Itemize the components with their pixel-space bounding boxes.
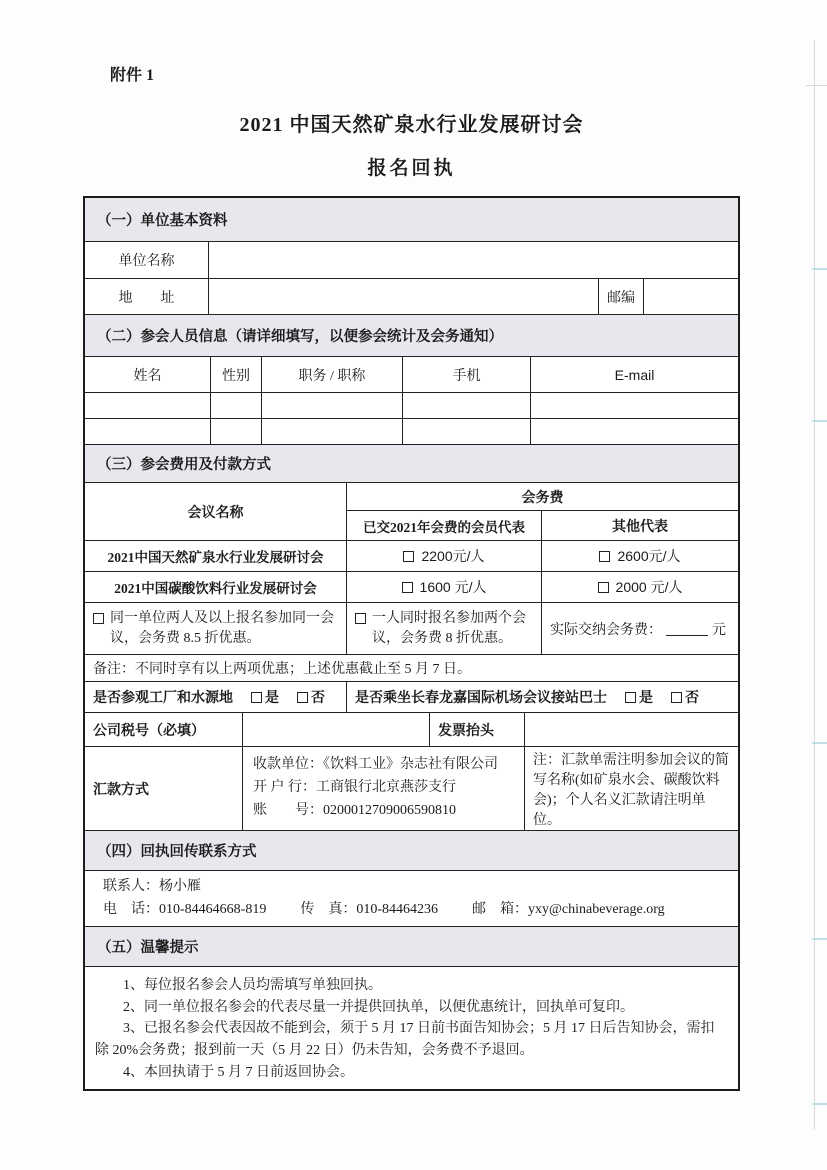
- section4-header: （四）回执回传联系方式: [85, 831, 738, 871]
- scan-mark-blue-4: [812, 938, 827, 940]
- checkbox-discount-same-unit[interactable]: [93, 613, 104, 624]
- contact-fax: 传 真：010-84464236: [300, 901, 438, 917]
- personnel-mobile-field-1[interactable]: [403, 393, 531, 418]
- remittance-row: [85, 747, 738, 831]
- scan-edge-line: [814, 40, 815, 1130]
- fee-mineral-member-label: 2200元/人: [421, 548, 485, 564]
- fee-option-carbonated-other: [542, 572, 738, 602]
- fee-row-carbonated: [85, 572, 738, 603]
- col-header-name: 姓名: [85, 357, 211, 392]
- remittance-note: 注：汇款单需注明参加会议的简写名称(如矿泉水会、碳酸饮料会)；个人名义汇款请注明单位。: [533, 752, 729, 828]
- postcode-field[interactable]: [644, 279, 738, 314]
- visit-question-label: 是否参观工厂和水源地: [93, 691, 233, 706]
- tip-3: 3、已报名参会代表因故不能到会，须于 5 月 17 日前书面告知协会；5 月 17 日后告知协会，需扣除 20%会务费；报到前一天（5 月 22 日）仍未告知，会务费不予退回。: [95, 1021, 715, 1059]
- tips-list: [85, 967, 738, 1089]
- checkbox-visit-no[interactable]: [297, 692, 308, 703]
- checkbox-discount-two-conf[interactable]: [355, 613, 366, 624]
- fee-table-header: [85, 483, 738, 541]
- contact-person: 联系人：杨小雁: [103, 878, 201, 894]
- contact-info: [85, 871, 738, 926]
- checkbox-carbonated-other[interactable]: [598, 582, 609, 593]
- fee-col-header: 会务费: [347, 483, 738, 511]
- personnel-position-field-2[interactable]: [262, 419, 403, 444]
- fee-option-mineral-member: [347, 541, 542, 571]
- invoice-title-field[interactable]: [525, 713, 738, 746]
- tax-label: 公司税号（必填）: [85, 713, 243, 746]
- bus-question-cell: [347, 682, 738, 712]
- section5-header: （五）温馨提示: [85, 927, 738, 967]
- remark-row: [85, 655, 738, 682]
- visit-no-label: 否: [311, 691, 325, 706]
- personnel-gender-field-1[interactable]: [211, 393, 262, 418]
- col-header-mobile: 手机: [403, 357, 531, 392]
- bus-no-label: 否: [685, 691, 699, 706]
- checkbox-bus-no[interactable]: [671, 692, 682, 703]
- visit-yes-label: 是: [265, 691, 279, 706]
- tip-1: 1、每位报名参会人员均需填写单独回执。: [123, 978, 382, 993]
- remark-text: 备注：不同时享有以上两项优惠；上述优惠截止至 5 月 7 日。: [93, 662, 471, 677]
- address-field[interactable]: [209, 279, 599, 314]
- discount-same-unit-option: [85, 603, 347, 654]
- remittance-bank: 开 户 行：工商银行北京燕莎支行: [253, 780, 456, 796]
- personnel-position-field-1[interactable]: [262, 393, 403, 418]
- scan-mark-blue-1: [812, 268, 827, 270]
- personnel-row-1: [85, 393, 738, 419]
- personnel-row-2: [85, 419, 738, 445]
- remittance-account: 账 号：0200012709006590810: [253, 802, 456, 818]
- personnel-email-field-1[interactable]: [531, 393, 738, 418]
- actual-fee-unit: 元: [712, 622, 726, 638]
- checkbox-mineral-other[interactable]: [599, 551, 610, 562]
- registration-form-table: [83, 196, 740, 1091]
- address-row: [85, 279, 738, 315]
- fee-mineral-other-label: 2600元/人: [617, 548, 681, 564]
- personnel-mobile-field-2[interactable]: [403, 419, 531, 444]
- section2-header: （二）参会人员信息（请详细填写，以便参会统计及会务通知）: [85, 315, 738, 357]
- fee-option-carbonated-member: [347, 572, 542, 602]
- company-name-label: 单位名称: [85, 242, 209, 278]
- discount-two-conf-option: [347, 603, 542, 654]
- company-name-row: [85, 242, 738, 279]
- yes-no-row: [85, 682, 738, 713]
- conference-name-2: 2021中国碳酸饮料行业发展研讨会: [85, 572, 347, 602]
- remittance-bank-info: [243, 747, 525, 830]
- fee-row-mineral-water: [85, 541, 738, 572]
- fee-option-mineral-other: [542, 541, 738, 571]
- personnel-email-field-2[interactable]: [531, 419, 738, 444]
- actual-fee-label: 实际交纳会务费：: [550, 622, 662, 638]
- bus-question-label: 是否乘坐长春龙嘉国际机场会议接站巴士: [355, 691, 607, 706]
- scan-mark-blue-3: [812, 742, 827, 744]
- fee-other-col-header: 其他代表: [612, 519, 668, 535]
- contact-phone: 电 话：010-84464668-819: [103, 901, 267, 917]
- address-label: 地 址: [85, 279, 209, 314]
- scan-mark-blue-5: [812, 1103, 827, 1105]
- discount-same-unit-label: 同一单位两人及以上报名参加同一会议，会务费 8.5 折优惠。: [110, 611, 334, 647]
- actual-fee-field[interactable]: [666, 622, 708, 636]
- scan-mark-top: [806, 85, 827, 86]
- discount-row: [85, 603, 738, 655]
- checkbox-bus-yes[interactable]: [625, 692, 636, 703]
- fee-conference-col-header: 会议名称: [85, 483, 347, 540]
- postcode-label: 邮编: [599, 279, 644, 314]
- col-header-email: E-mail: [614, 366, 655, 383]
- personnel-gender-field-2[interactable]: [211, 419, 262, 444]
- attachment-label: 附件 1: [110, 67, 155, 84]
- fee-columns: [347, 483, 738, 540]
- discount-two-conf-label: 一人同时报名参加两个会议，会务费 8 折优惠。: [372, 611, 526, 647]
- contact-email: 邮 箱：yxy@chinabeverage.org: [472, 901, 665, 917]
- tax-field[interactable]: [243, 713, 430, 746]
- section1-header: （一）单位基本资料: [85, 198, 738, 242]
- tips-row: [85, 967, 738, 1089]
- checkbox-visit-yes[interactable]: [251, 692, 262, 703]
- personnel-name-field-1[interactable]: [85, 393, 211, 418]
- section3-header: （三）参会费用及付款方式: [85, 445, 738, 483]
- conference-name-1: 2021中国天然矿泉水行业发展研讨会: [85, 541, 347, 571]
- document-title: 2021 中国天然矿泉水行业发展研讨会: [239, 114, 584, 136]
- contact-row: [85, 871, 738, 927]
- company-name-field[interactable]: [209, 242, 738, 278]
- fee-member-col-header: 已交2021年会费的会员代表: [347, 511, 542, 540]
- personnel-header-row: [85, 357, 738, 393]
- tip-2: 2、同一单位报名参会的代表尽量一并提供回执单，以便优惠统计，回执单可复印。: [123, 999, 634, 1015]
- actual-fee-cell: [542, 603, 738, 654]
- fee-carbonated-member-label: 1600 元/人: [419, 579, 487, 595]
- tip-4: 4、本回执请于 5 月 7 日前返回协会。: [123, 1064, 354, 1080]
- col-header-gender: 性别: [211, 357, 262, 392]
- visit-question-cell: [85, 682, 347, 712]
- checkbox-mineral-member[interactable]: [403, 551, 414, 562]
- invoice-title-label: 发票抬头: [430, 713, 525, 746]
- document-subtitle: 报名回执: [367, 158, 456, 179]
- scan-mark-blue-2: [812, 420, 827, 422]
- remittance-payee: 收款单位：《饮料工业》杂志社有限公司: [253, 757, 498, 773]
- checkbox-carbonated-member[interactable]: [402, 582, 413, 593]
- tax-invoice-row: [85, 713, 738, 747]
- bus-yes-label: 是: [639, 691, 653, 706]
- remittance-label: 汇款方式: [85, 747, 243, 830]
- col-header-position: 职务 / 职称: [262, 357, 403, 392]
- fee-carbonated-other-label: 2000 元/人: [615, 579, 683, 595]
- personnel-name-field-2[interactable]: [85, 419, 211, 444]
